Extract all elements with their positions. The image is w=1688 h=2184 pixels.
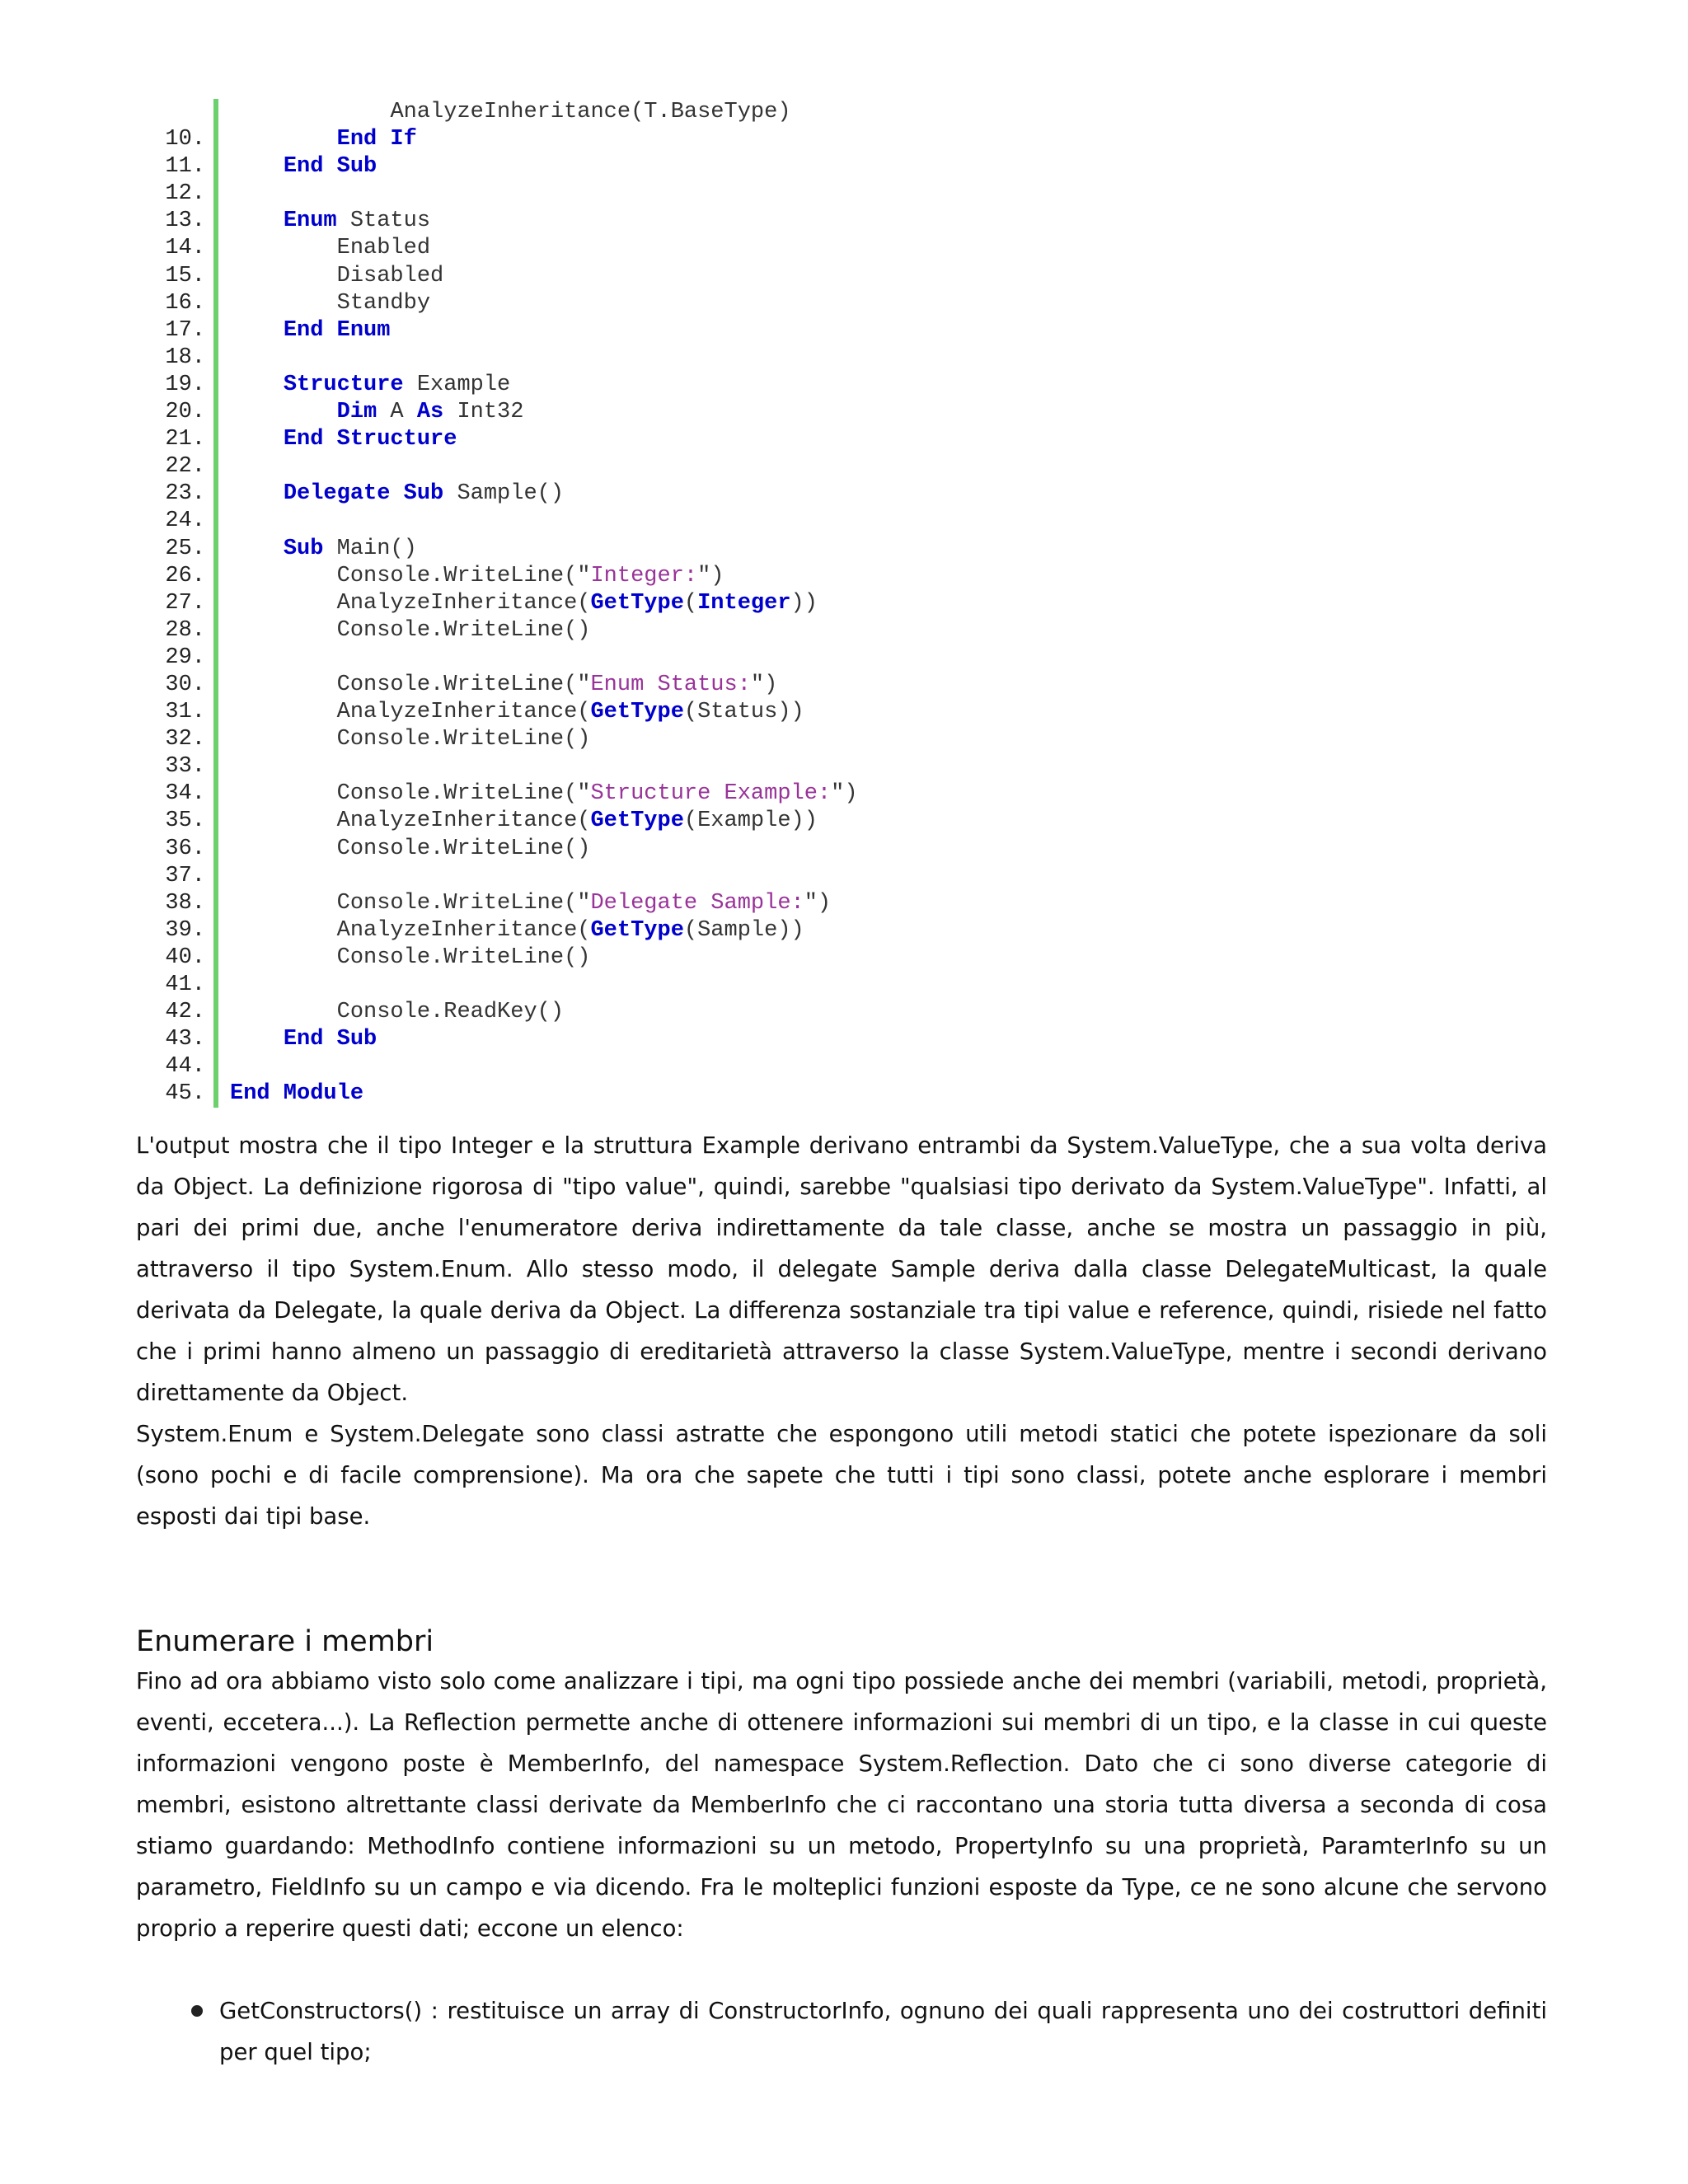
line-number: 11.	[165, 154, 205, 180]
code-text	[218, 1053, 230, 1080]
code-line	[136, 999, 960, 1026]
code-line	[136, 836, 960, 863]
line-number: 34.	[165, 781, 205, 807]
code-token: (Sample))	[683, 917, 804, 943]
code-token: Console.WriteLine("	[336, 563, 591, 588]
list-item: GetConstructors() : restituisce un array di ConstructorInfo, ognuno dei quali rappresenta uno dei costruttori definiti per quel tipo;	[190, 1990, 1547, 2073]
code-token: Sample()	[443, 481, 565, 507]
code-text	[218, 153, 377, 180]
line-number: 15.	[165, 263, 205, 288]
code-keyword: End Structure	[283, 427, 457, 452]
code-line	[136, 1053, 960, 1080]
code-text	[218, 644, 230, 672]
code-keyword: End If	[336, 127, 417, 152]
code-keyword: Dim	[336, 400, 377, 425]
code-line	[136, 863, 960, 890]
code-line	[136, 372, 960, 399]
paragraph-text: L'output mostra che il tipo Integer e la struttura Example derivano entrambi da System.ValueType, che a sua volta deriva da Object. La definizione rigorosa di "tipo value", quindi, sarebbe "qualsiasi tipo derivato da System.ValueType". Infatti, al pari dei primi due, anche l'enumeratore deriva indirettamente da tale classe, anche se mostra un passaggio in più, attraverso il tipo System.Enum. Allo stesso modo, il delegate Sample deriva dalla classe DelegateMulticast, la quale derivata da Delegate, la quale deriva da Object. La differenza sostanziale tra tipi value e reference, quindi, risiede nel fatto che i primi hanno almeno un passaggio di ereditarietà attraverso la classe System.ValueType, mentre i secondi derivano direttamente da Object.	[136, 1132, 1547, 1406]
code-line	[136, 180, 960, 208]
code-text	[218, 180, 230, 208]
code-text	[218, 290, 430, 317]
code-keyword: GetType	[590, 808, 684, 834]
code-token: AnalyzeInheritance(	[336, 808, 591, 834]
code-token: (Example))	[683, 808, 818, 834]
code-token: Console.WriteLine("	[336, 890, 591, 916]
code-line	[136, 808, 960, 835]
code-token: Disabled	[336, 263, 444, 288]
code-keyword: Enum	[283, 209, 337, 234]
code-line	[136, 617, 960, 644]
code-text	[218, 399, 523, 426]
code-line	[136, 99, 960, 126]
code-line	[136, 1026, 960, 1053]
line-number: 21.	[165, 427, 205, 452]
line-number: 39.	[165, 917, 205, 943]
code-line	[136, 563, 960, 590]
code-keyword: As	[416, 400, 444, 425]
line-number: 12.	[165, 181, 205, 207]
code-token: Int32	[443, 400, 524, 425]
line-number: 25.	[165, 536, 205, 561]
code-text	[218, 126, 417, 153]
code-line	[136, 644, 960, 672]
code-line	[136, 235, 960, 262]
code-text	[218, 536, 417, 563]
code-keyword: Integer	[697, 590, 791, 616]
code-line	[136, 780, 960, 808]
code-token: ")	[804, 890, 832, 916]
code-text	[218, 944, 590, 972]
paragraph-text: System.Enum e System.Delegate sono classi astratte che espongono utili metodi statici che potete ispezionare da soli (sono pochi e di facile comprensione). Ma ora che sapete che tutti i tipi sono classi, potete anche esplorare i membri esposti dai tipi base.	[136, 1421, 1547, 1530]
code-line	[136, 453, 960, 480]
code-text	[218, 753, 230, 780]
line-number: 36.	[165, 836, 205, 861]
line-number: 43.	[165, 1027, 205, 1052]
code-keyword: End Sub	[283, 154, 377, 180]
code-line	[136, 726, 960, 753]
code-token: Console.WriteLine()	[336, 836, 591, 861]
code-token: Console.WriteLine()	[336, 944, 591, 970]
code-text	[218, 1026, 377, 1053]
line-number: 13.	[165, 209, 205, 234]
code-token: A	[377, 400, 417, 425]
code-text	[218, 508, 230, 535]
code-listing	[136, 99, 960, 1108]
code-text	[218, 917, 804, 944]
code-line	[136, 508, 960, 535]
code-line	[136, 890, 960, 917]
code-keyword: Sub	[283, 536, 324, 561]
code-line	[136, 753, 960, 780]
line-number: 24.	[165, 509, 205, 534]
code-text	[218, 344, 230, 372]
code-string: Enum Status:	[590, 672, 751, 697]
line-number: 20.	[165, 400, 205, 425]
code-line	[136, 699, 960, 726]
line-number: 10.	[165, 127, 205, 152]
code-keyword: End Module	[230, 1081, 364, 1107]
code-line	[136, 344, 960, 372]
code-token: ))	[790, 590, 818, 616]
code-line	[136, 426, 960, 453]
code-line	[136, 672, 960, 699]
line-number: 28.	[165, 617, 205, 643]
line-number: 35.	[165, 808, 205, 834]
code-text	[218, 972, 230, 999]
code-line	[136, 944, 960, 972]
code-text	[218, 208, 430, 235]
code-line	[136, 972, 960, 999]
line-number: 42.	[165, 1000, 205, 1025]
code-line	[136, 317, 960, 344]
line-number: 17.	[165, 317, 205, 343]
code-text	[218, 808, 818, 835]
bullet-list	[190, 1990, 1547, 2073]
section-heading: Enumerare i membri	[136, 1625, 434, 1658]
line-number: 31.	[165, 700, 205, 725]
line-number: 22.	[165, 454, 205, 480]
paragraph-text: Fino ad ora abbiamo visto solo come analizzare i tipi, ma ogni tipo possiede anche dei membri (variabili, metodi, proprietà, eventi, eccetera...). La Reflection permette anche di ottenere informazioni sui membri di un tipo, e la classe in cui queste informazioni vengono poste è MemberInfo, del namespace System.Reflection. Dato che ci sono diverse categorie di membri, esistono altrettante classi derivate da MemberInfo che ci raccontano una storia tutta diversa a seconda di cosa stiamo guardando: MethodInfo contiene informazioni su un metodo, PropertyInfo su una proprietà, ParamterInfo su un parametro, FieldInfo su un campo e via dicendo. Fra le molteplici funzioni esposte da Type, ce ne sono alcune che servono proprio a reperire questi dati; eccone un elenco:	[136, 1668, 1547, 1942]
line-number	[136, 99, 212, 126]
code-token: AnalyzeInheritance(T.BaseType)	[390, 100, 791, 124]
code-text	[218, 426, 457, 453]
code-token: Console.ReadKey()	[336, 1000, 565, 1025]
code-line	[136, 153, 960, 180]
line-number: 45.	[165, 1081, 205, 1107]
code-token: Enabled	[336, 236, 431, 261]
paragraph-output-explanation	[136, 1125, 1547, 1537]
code-text	[218, 480, 564, 508]
code-token: AnalyzeInheritance(	[336, 917, 591, 943]
code-keyword: GetType	[590, 590, 684, 616]
code-text	[218, 699, 804, 726]
code-text	[218, 590, 818, 617]
code-line	[136, 480, 960, 508]
code-text	[218, 617, 590, 644]
code-line	[136, 1080, 960, 1108]
code-text	[218, 780, 858, 808]
line-number: 33.	[165, 754, 205, 780]
code-keyword: End Enum	[283, 317, 391, 343]
code-line	[136, 399, 960, 426]
code-string: Structure Example:	[590, 781, 832, 807]
code-token: Console.WriteLine("	[336, 672, 591, 697]
code-text	[218, 372, 510, 399]
code-text	[218, 1080, 363, 1108]
code-text	[218, 563, 724, 590]
code-token: AnalyzeInheritance(	[336, 590, 591, 616]
code-token: Main()	[323, 536, 417, 561]
code-token: ")	[831, 781, 858, 807]
code-token: ")	[750, 672, 778, 697]
code-token: (Status))	[683, 700, 804, 725]
line-number: 14.	[165, 236, 205, 261]
code-token: Console.WriteLine()	[336, 727, 591, 752]
code-line	[136, 536, 960, 563]
line-number: 26.	[165, 563, 205, 588]
code-line	[136, 917, 960, 944]
line-number: 27.	[165, 590, 205, 616]
line-number: 37.	[165, 863, 205, 888]
line-number: 38.	[165, 890, 205, 916]
line-number: 41.	[165, 972, 205, 997]
paragraph-members	[136, 1661, 1547, 1949]
line-number: 29.	[165, 644, 205, 670]
code-text	[218, 890, 831, 917]
code-text	[218, 317, 390, 344]
code-text	[218, 235, 430, 262]
code-token: ")	[697, 563, 724, 588]
code-text	[218, 863, 230, 890]
code-line	[136, 208, 960, 235]
line-number: 44.	[165, 1054, 205, 1080]
code-token: Console.WriteLine("	[336, 781, 591, 807]
code-keyword: GetType	[590, 917, 684, 943]
code-text	[218, 726, 590, 753]
code-text	[218, 672, 777, 699]
code-token: Standby	[336, 290, 431, 316]
code-token: Example	[403, 372, 511, 397]
line-number: 19.	[165, 372, 205, 397]
line-number: 18.	[165, 344, 205, 370]
code-token: Status	[336, 209, 431, 234]
line-number: 30.	[165, 672, 205, 697]
code-keyword: End Sub	[283, 1027, 377, 1052]
code-text	[218, 99, 791, 126]
code-keyword: Delegate Sub	[283, 481, 444, 507]
line-number: 32.	[165, 727, 205, 752]
code-string: Delegate Sample:	[590, 890, 804, 916]
code-line	[136, 590, 960, 617]
line-number: 23.	[165, 481, 205, 507]
code-line	[136, 290, 960, 317]
code-text	[218, 999, 564, 1026]
code-line	[136, 263, 960, 290]
code-token: Console.WriteLine()	[336, 617, 591, 643]
code-token: (	[683, 590, 698, 616]
code-string: Integer:	[590, 563, 698, 588]
code-text	[218, 263, 443, 290]
line-number: 40.	[165, 944, 205, 970]
code-token: AnalyzeInheritance(	[336, 700, 591, 725]
code-keyword: GetType	[590, 700, 684, 725]
line-number: 16.	[165, 290, 205, 316]
code-text	[218, 453, 230, 480]
code-keyword: Structure	[283, 372, 404, 397]
code-line	[136, 126, 960, 153]
code-text	[218, 836, 590, 863]
